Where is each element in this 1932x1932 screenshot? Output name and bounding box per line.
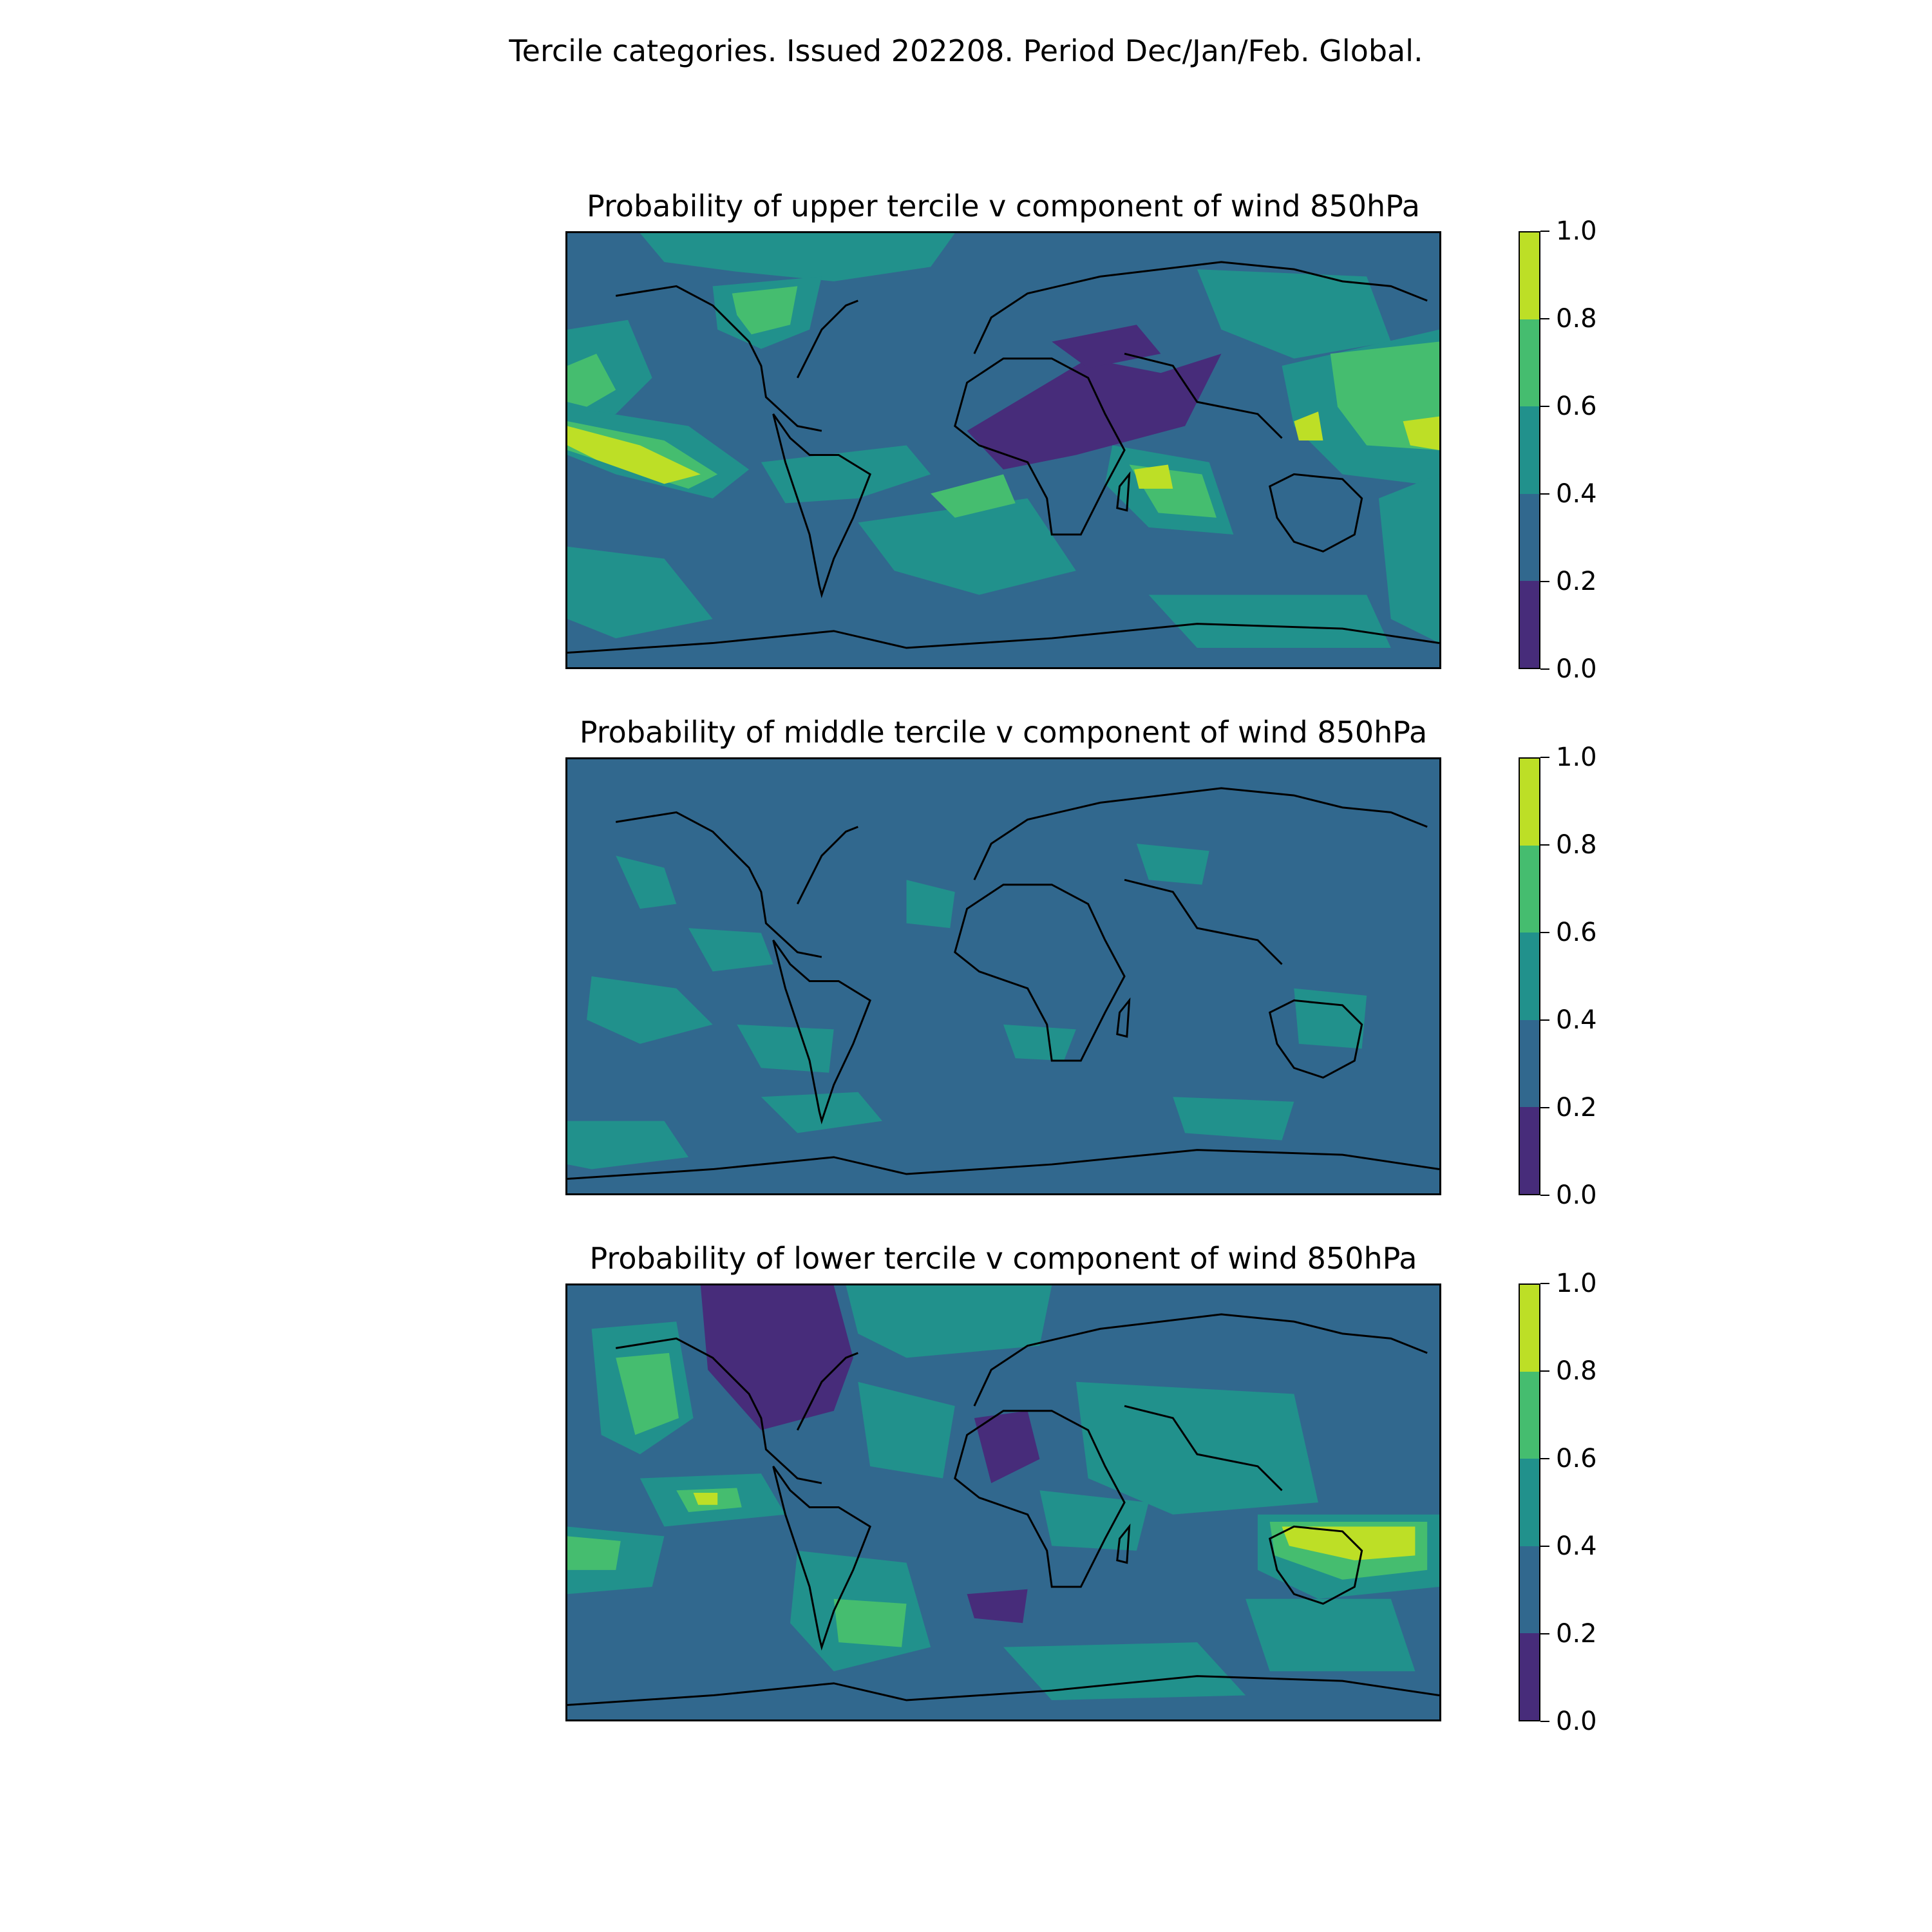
colorbar-upper [1519, 231, 1540, 669]
map-lower [565, 1283, 1441, 1721]
colorbar-lower [1519, 1283, 1540, 1721]
tick-label: 0.4 [1556, 1531, 1597, 1561]
tick-label: 0.2 [1556, 1093, 1597, 1122]
tick-label: 0.4 [1556, 479, 1597, 509]
tick-label: 0.0 [1556, 654, 1597, 684]
tick-label: 0.6 [1556, 918, 1597, 947]
map-lower-field [567, 1285, 1439, 1719]
figure-title: Tercile categories. Issued 202208. Period Dec/Jan/Feb. Global. [509, 33, 1423, 68]
tick-label: 1.0 [1556, 216, 1597, 246]
map-middle-field [567, 759, 1439, 1193]
map-upper-field [567, 233, 1439, 667]
tick-label: 0.2 [1556, 567, 1597, 596]
tick-label: 0.0 [1556, 1707, 1597, 1736]
map-middle [565, 757, 1441, 1195]
map-upper [565, 231, 1441, 669]
tick-label: 0.6 [1556, 392, 1597, 421]
colorbar-ticks-lower [1540, 1269, 1618, 1736]
colorbar-middle [1519, 757, 1540, 1195]
tick-label: 0.8 [1556, 304, 1597, 334]
tick-label: 0.8 [1556, 830, 1597, 860]
tick-label: 1.0 [1556, 1269, 1597, 1298]
colorbar-ticks-upper [1540, 216, 1618, 684]
panel-title-lower: Probability of lower tercile v component of wind 850hPa [589, 1241, 1417, 1276]
tick-label: 0.4 [1556, 1005, 1597, 1035]
panel-title-upper: Probability of upper tercile v component of wind 850hPa [587, 189, 1420, 223]
tick-label: 0.2 [1556, 1619, 1597, 1649]
tick-label: 0.8 [1556, 1356, 1597, 1386]
panel-title-middle: Probability of middle tercile v component of wind 850hPa [579, 715, 1428, 750]
tick-label: 0.6 [1556, 1444, 1597, 1473]
colorbar-ticks-middle [1540, 743, 1618, 1210]
tick-label: 0.0 [1556, 1180, 1597, 1210]
tick-label: 1.0 [1556, 743, 1597, 772]
